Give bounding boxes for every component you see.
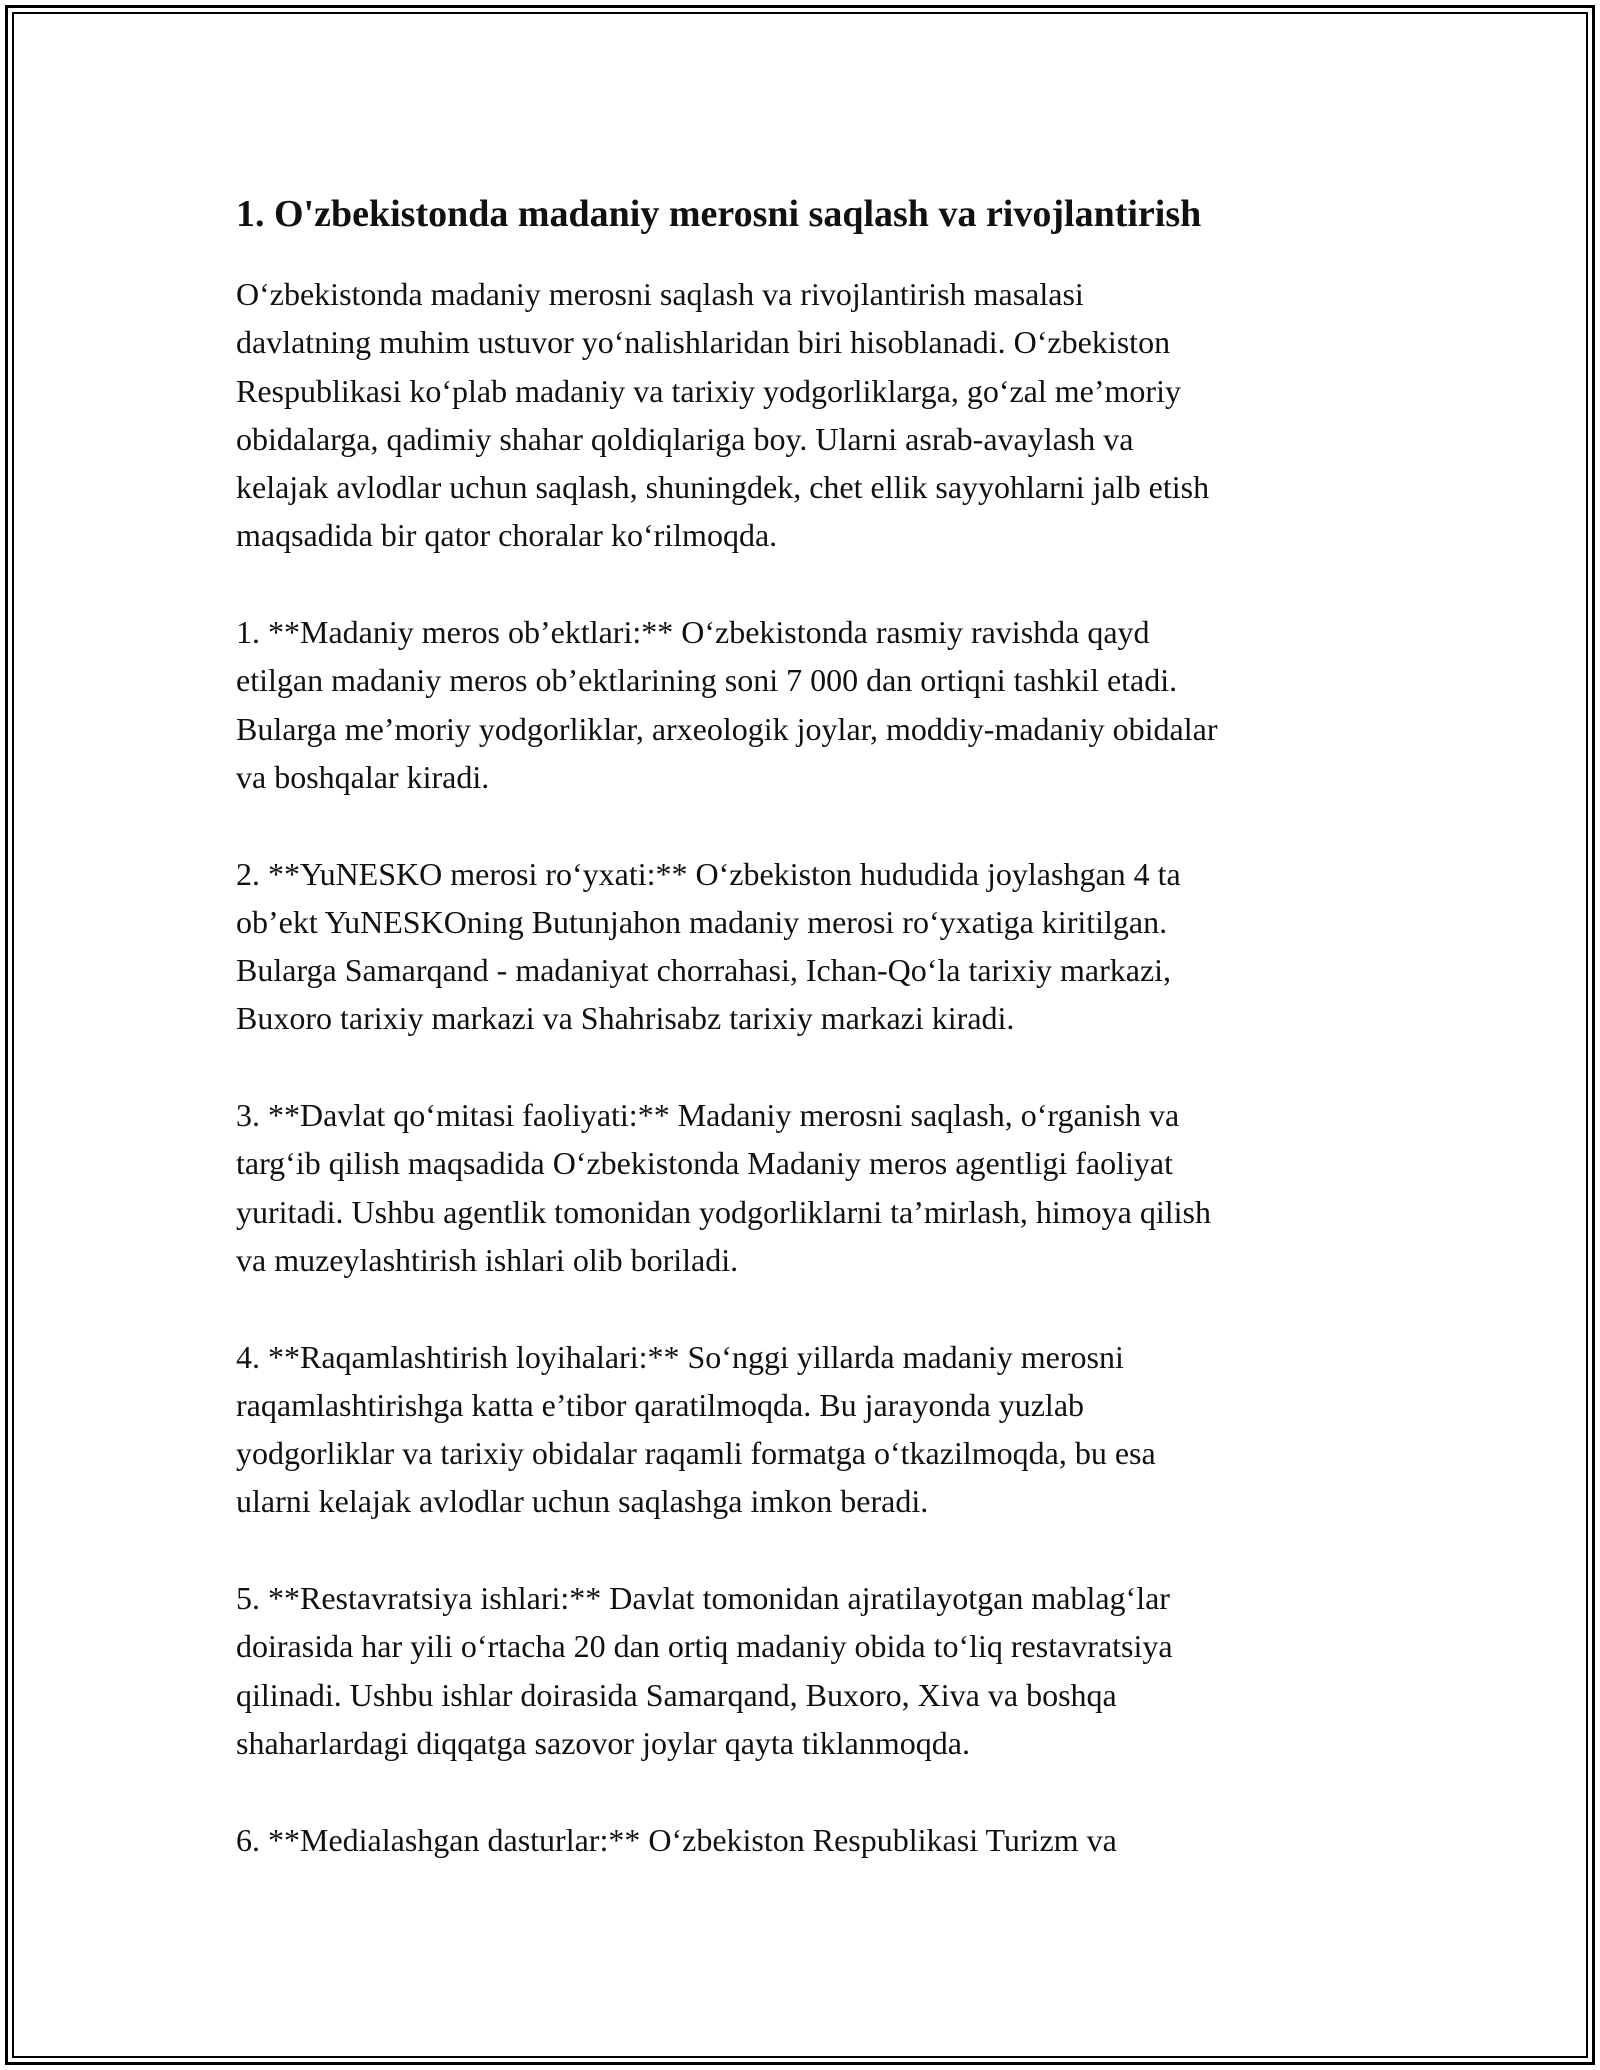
paragraph-line: Bularga me’moriy yodgorliklar, arxeologik joylar, moddiy-madaniy obidalar	[236, 710, 1218, 747]
paragraph-line: doirasida har yili o‘rtacha 20 dan ortiq madaniy obida to‘liq restavratsiya	[236, 1628, 1173, 1665]
document-body	[236, 186, 1376, 1912]
paragraph-line: shaharlardagi diqqatga sazovor joylar qayta tiklanmoqda.	[236, 1724, 970, 1761]
paragraph-line: obidalarga, qadimiy shahar qoldiqlariga boy. Ularni asrab-avaylash va	[236, 420, 1134, 457]
list-item-restoration-works	[236, 1574, 1376, 1767]
paragraph-line: raqamlashtirishga katta e’tibor qaratilmoqda. Bu jarayonda yuzlab	[236, 1386, 1085, 1423]
list-item-state-committee-activity	[236, 1091, 1376, 1284]
paragraph-line: ob’ekt YuNESKOning Butunjahon madaniy merosi ro‘yxatiga kiritilgan.	[236, 903, 1168, 940]
list-item-unesco-heritage-list	[236, 850, 1376, 1043]
paragraph-line: 6. **Medialashgan dasturlar:** O‘zbekiston Respublikasi Turizm va	[236, 1821, 1117, 1858]
paragraph-line: 1. **Madaniy meros ob’ektlari:** O‘zbekistonda rasmiy ravishda qayd	[236, 614, 1150, 651]
paragraph-line: targ‘ib qilish maqsadida O‘zbekistonda Madaniy meros agentligi faoliyat	[236, 1145, 1173, 1182]
list-item-media-programs	[236, 1816, 1376, 1864]
paragraph-line: va boshqalar kiradi.	[236, 758, 490, 795]
paragraph-line: ularni kelajak avlodlar uchun saqlashga imkon beradi.	[236, 1483, 929, 1520]
paragraph-line: maqsadida bir qator choralar ko‘rilmoqda.	[236, 517, 778, 554]
list-item-cultural-heritage-objects	[236, 608, 1376, 801]
paragraph-line: 3. **Davlat qo‘mitasi faoliyati:** Madaniy merosni saqlash, o‘rganish va	[236, 1097, 1180, 1134]
paragraph-line: yodgorliklar va tarixiy obidalar raqamli formatga o‘tkazilmoqda, bu esa	[236, 1435, 1156, 1472]
paragraph-line: davlatning muhim ustuvor yo‘nalishlaridan biri hisoblanadi. O‘zbekiston	[236, 324, 1171, 361]
document-title: 1. O'zbekistonda madaniy merosni saqlash va rivojlantirish	[236, 193, 1202, 235]
paragraph-line: Respublikasi ko‘plab madaniy va tarixiy yodgorliklarga, go‘zal me’moriy	[236, 372, 1181, 409]
paragraph-line: 4. **Raqamlashtirish loyihalari:** So‘nggi yillarda madaniy merosni	[236, 1338, 1124, 1375]
intro-paragraph	[236, 270, 1376, 560]
paragraph-line: 5. **Restavratsiya ishlari:** Davlat tomonidan ajratilayotgan mablag‘lar	[236, 1580, 1170, 1617]
paragraph-line: yuritadi. Ushbu agentlik tomonidan yodgorliklarni ta’mirlash, himoya qilish	[236, 1193, 1211, 1230]
paragraph-line: Bularga Samarqand - madaniyat chorrahasi, Ichan-Qo‘la tarixiy markazi,	[236, 952, 1172, 989]
paragraph-line: O‘zbekistonda madaniy merosni saqlash va rivojlantirish masalasi	[236, 276, 1084, 312]
paragraph-line: 2. **YuNESKO merosi ro‘yxati:** O‘zbekiston hududida joylashgan 4 ta	[236, 855, 1181, 892]
paragraph-line: va muzeylashtirish ishlari olib boriladi.	[236, 1241, 739, 1278]
list-item-digitization-projects	[236, 1333, 1376, 1526]
paragraph-line: qilinadi. Ushbu ishlar doirasida Samarqand, Buxoro, Xiva va boshqa	[236, 1676, 1117, 1713]
paragraph-line: etilgan madaniy meros ob’ektlarining soni 7 000 dan ortiqni tashkil etadi.	[236, 662, 1178, 699]
paragraph-line: Buxoro tarixiy markazi va Shahrisabz tarixiy markazi kiradi.	[236, 1000, 1015, 1037]
paragraph-line: kelajak avlodlar uchun saqlash, shuningdek, chet ellik sayyohlarni jalb etish	[236, 469, 1210, 506]
